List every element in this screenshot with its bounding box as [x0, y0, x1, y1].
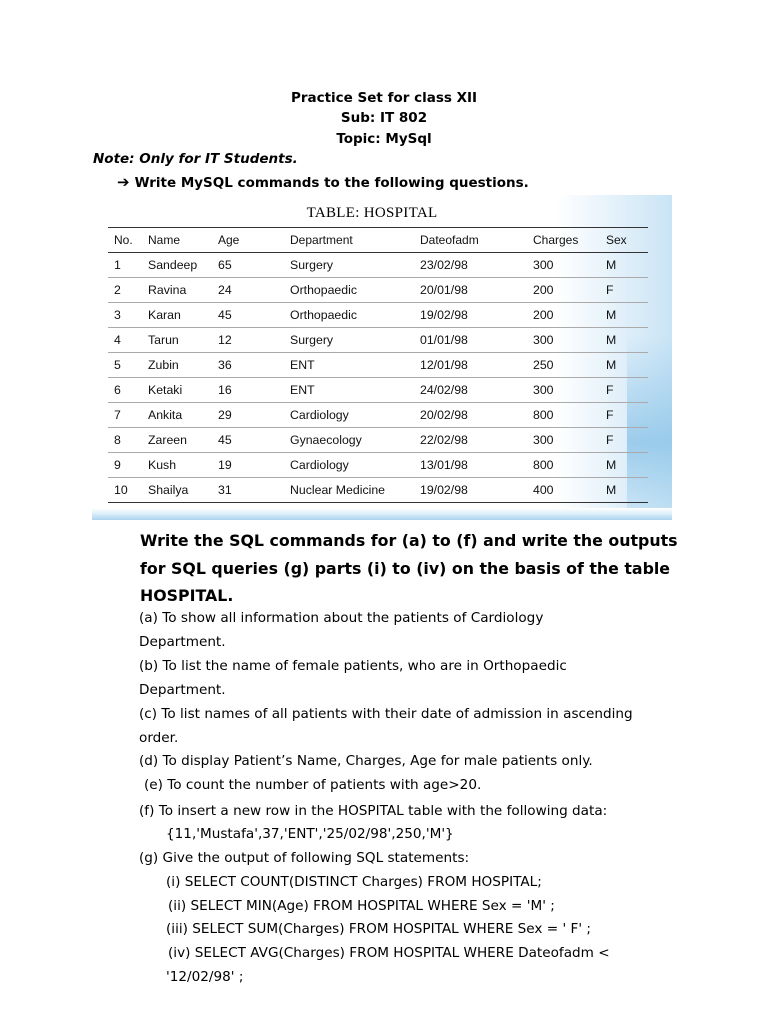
table-cell: Zubin — [142, 353, 212, 378]
table-row — [108, 403, 648, 428]
table-cell: Surgery — [284, 253, 414, 278]
question-b-cont: Department. — [139, 682, 226, 698]
table-cell: Surgery — [284, 328, 414, 353]
question-c: (c) To list names of all patients with their date of admission in ascending — [139, 706, 633, 722]
table-cell: 29 — [212, 403, 284, 428]
question-f-data: {11,'Mustafa',37,'ENT','25/02/98',250,'M'} — [166, 826, 454, 842]
table-row — [108, 453, 648, 478]
table-cell: Orthopaedic — [284, 278, 414, 303]
table-cell: Ketaki — [142, 378, 212, 403]
table-cell: 2 — [108, 278, 142, 303]
table-cell: F — [600, 428, 648, 453]
question-g-iv: (iv) SELECT AVG(Charges) FROM HOSPITAL WHERE Dateofadm < — [168, 945, 610, 961]
table-cell: 65 — [212, 253, 284, 278]
table-cell: 800 — [527, 403, 600, 428]
table-cell: 8 — [108, 428, 142, 453]
table-cell: 13/01/98 — [414, 453, 527, 478]
question-g-ii: (ii) SELECT MIN(Age) FROM HOSPITAL WHERE Sex = 'M' ; — [168, 898, 555, 914]
table-cell: 200 — [527, 303, 600, 328]
table-cell: 22/02/98 — [414, 428, 527, 453]
column-header: Name — [142, 228, 212, 253]
question-d: (d) To display Patient’s Name, Charges, Age for male patients only. — [139, 753, 593, 769]
table-cell: Nuclear Medicine — [284, 478, 414, 503]
table-cell: 23/02/98 — [414, 253, 527, 278]
table-cell: 45 — [212, 428, 284, 453]
table-cell: 250 — [527, 353, 600, 378]
table-row — [108, 328, 648, 353]
column-header: Sex — [600, 228, 648, 253]
table-cell: 45 — [212, 303, 284, 328]
table-cell: 20/01/98 — [414, 278, 527, 303]
table-cell: Gynaecology — [284, 428, 414, 453]
table-cell: 24 — [212, 278, 284, 303]
arrow-right-icon: ➔ — [117, 173, 130, 191]
table-cell: Ravina — [142, 278, 212, 303]
table-cell: 200 — [527, 278, 600, 303]
table-cell: 300 — [527, 253, 600, 278]
table-row — [108, 428, 648, 453]
table-cell: 36 — [212, 353, 284, 378]
column-header: Charges — [527, 228, 600, 253]
table-cell: 20/02/98 — [414, 403, 527, 428]
table-cell: 300 — [527, 328, 600, 353]
table-cell: 19 — [212, 453, 284, 478]
column-header: Age — [212, 228, 284, 253]
table-cell: 12 — [212, 328, 284, 353]
table-cell: 800 — [527, 453, 600, 478]
table-cell: 6 — [108, 378, 142, 403]
table-cell: Tarun — [142, 328, 212, 353]
question-g-iv-cont: '12/02/98' ; — [166, 969, 244, 985]
table-cell: 19/02/98 — [414, 303, 527, 328]
table-cell: Karan — [142, 303, 212, 328]
table-cell: 400 — [527, 478, 600, 503]
question-a: (a) To show all information about the patients of Cardiology — [139, 610, 544, 626]
table-cell: 1 — [108, 253, 142, 278]
instruction-text: Write MySQL commands to the following questions. — [134, 175, 529, 191]
scan-bottom-band — [92, 508, 672, 520]
table-row — [108, 353, 648, 378]
hospital-table-image — [92, 195, 672, 520]
instruction — [117, 173, 529, 191]
question-e: (e) To count the number of patients with age>20. — [144, 777, 482, 793]
table-cell: 12/01/98 — [414, 353, 527, 378]
table-cell: 4 — [108, 328, 142, 353]
table-cell: 31 — [212, 478, 284, 503]
table-cell: 24/02/98 — [414, 378, 527, 403]
column-header: Dateofadm — [414, 228, 527, 253]
question-a-cont: Department. — [139, 634, 226, 650]
table-cell: 10 — [108, 478, 142, 503]
table-cell: 300 — [527, 428, 600, 453]
topic: Topic: MySql — [336, 131, 432, 147]
table-cell: ENT — [284, 378, 414, 403]
question-c-cont: order. — [139, 730, 179, 746]
table-row — [108, 378, 648, 403]
table-cell: Shailya — [142, 478, 212, 503]
table-cell: M — [600, 328, 648, 353]
table-cell: 3 — [108, 303, 142, 328]
table-cell: Orthopaedic — [284, 303, 414, 328]
table-cell: M — [600, 353, 648, 378]
task-heading: Write the SQL commands for (a) to (f) and write the outputs for SQL queries (g) parts (i) to (iv) on the basis of the table HOSPITAL. — [140, 531, 678, 605]
table-cell: Sandeep — [142, 253, 212, 278]
column-header: Department — [284, 228, 414, 253]
table-cell: 16 — [212, 378, 284, 403]
table-cell: Kush — [142, 453, 212, 478]
table-header-row — [108, 228, 648, 253]
table-cell: 19/02/98 — [414, 478, 527, 503]
subject-code: Sub: IT 802 — [340, 110, 428, 126]
table-cell: F — [600, 278, 648, 303]
table-row — [108, 278, 648, 303]
table-row — [108, 478, 648, 503]
document-title: Practice Set for class XII — [290, 90, 478, 106]
hospital-table — [108, 227, 648, 503]
question-b: (b) To list the name of female patients, who are in Orthopaedic — [139, 658, 567, 674]
question-f: (f) To insert a new row in the HOSPITAL table with the following data: — [139, 803, 608, 819]
table-cell: Zareen — [142, 428, 212, 453]
table-cell: 5 — [108, 353, 142, 378]
table-cell: M — [600, 303, 648, 328]
table-row — [108, 303, 648, 328]
note: Note: Only for IT Students. — [93, 151, 298, 167]
table-cell: F — [600, 403, 648, 428]
table-cell: 9 — [108, 453, 142, 478]
table-cell: 01/01/98 — [414, 328, 527, 353]
table-cell: F — [600, 378, 648, 403]
table-cell: 7 — [108, 403, 142, 428]
table-cell: Cardiology — [284, 403, 414, 428]
table-row — [108, 253, 648, 278]
table-cell: M — [600, 453, 648, 478]
column-header: No. — [108, 228, 142, 253]
table-cell: M — [600, 478, 648, 503]
table-cell: M — [600, 253, 648, 278]
table-cell: Ankita — [142, 403, 212, 428]
table-cell: Cardiology — [284, 453, 414, 478]
table-title: TABLE: HOSPITAL — [306, 205, 438, 221]
question-g-iii: (iii) SELECT SUM(Charges) FROM HOSPITAL WHERE Sex = ' F' ; — [166, 921, 592, 937]
table-cell: ENT — [284, 353, 414, 378]
question-g: (g) Give the output of following SQL statements: — [139, 850, 470, 866]
question-g-i: (i) SELECT COUNT(DISTINCT Charges) FROM HOSPITAL; — [166, 874, 542, 890]
table-cell: 300 — [527, 378, 600, 403]
